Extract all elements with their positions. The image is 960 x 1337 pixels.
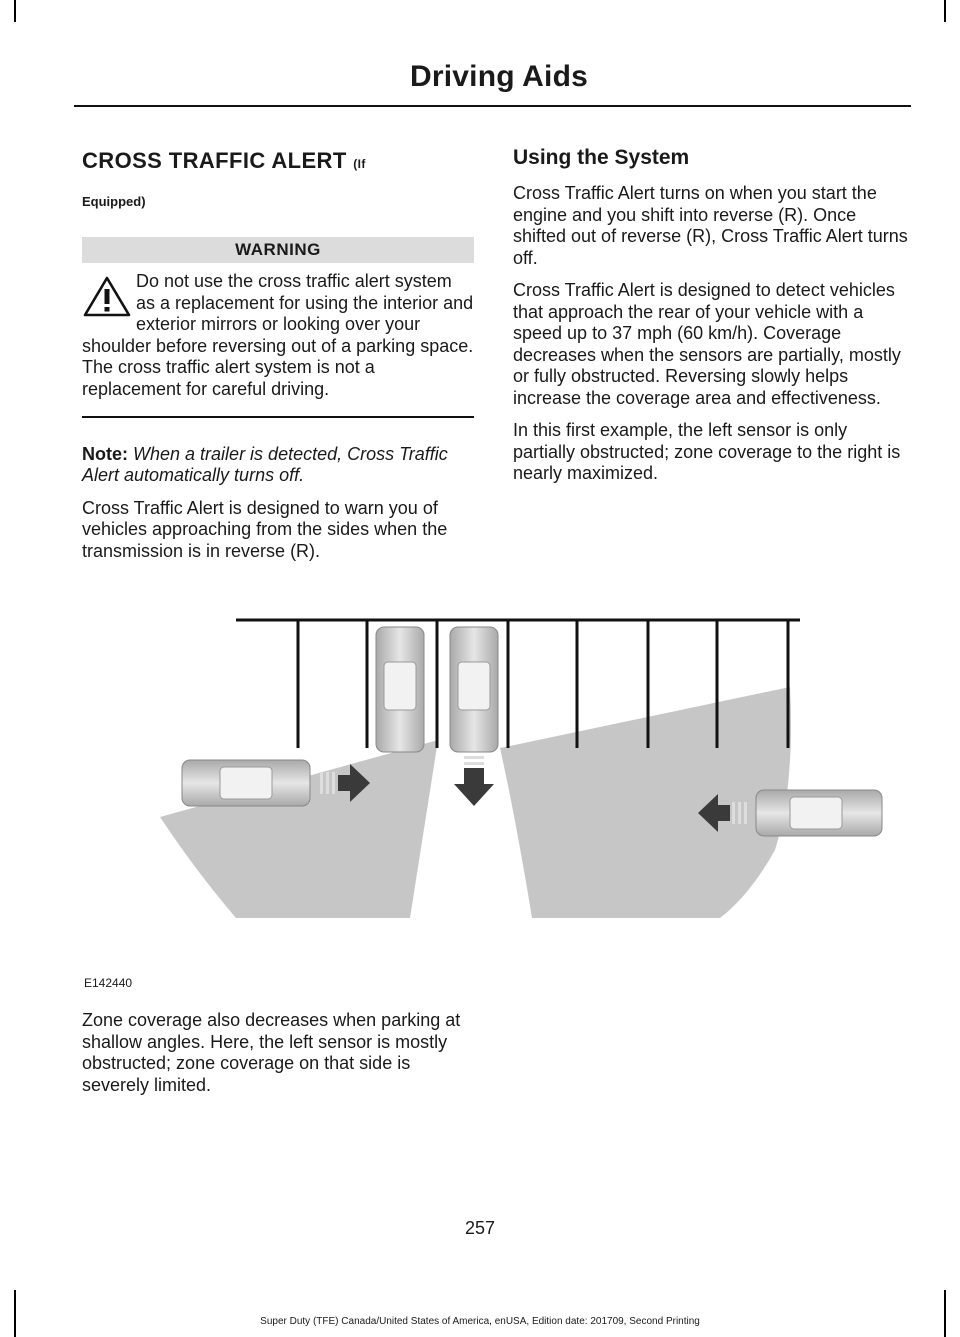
- using-paragraph-3: In this first example, the left sensor is only partially obstructed; zone coverage to the right is nearly maximized.: [513, 420, 901, 483]
- right-detection-zone: [500, 687, 791, 918]
- note-text: When a trailer is detected, Cross Traffic Alert automatically turns off.: [82, 443, 448, 485]
- section-title-suffix: (If: [353, 157, 366, 171]
- section-subtitle: Equipped): [82, 194, 146, 209]
- section-title: [82, 148, 474, 174]
- using-system-heading: Using the System: [513, 146, 690, 169]
- right-column: [513, 140, 909, 485]
- note-label: Note:: [82, 443, 128, 464]
- header-rule: [74, 105, 911, 107]
- warning-block: [82, 271, 474, 400]
- bottom-paragraph: Zone coverage also decreases when parking at shallow angles. Here, the left sensor is mostly obstructed; zone coverage on that side is severely limited.: [82, 1010, 461, 1095]
- left-approaching-car: [182, 760, 310, 806]
- warning-text: Do not use the cross traffic alert system as a replacement for using the interior and exterior mirrors or looking over your shoulder before reversing out of a parking space. The cross traffic alert system is not a replacement for careful driving.: [82, 271, 474, 399]
- parked-car: [376, 627, 424, 752]
- crop-mark: [14, 1290, 16, 1337]
- left-paragraph: Cross Traffic Alert is designed to warn you of vehicles approaching from the sides when the transmission is in reverse (R).: [82, 497, 448, 561]
- crop-mark: [944, 1290, 946, 1337]
- page-footer: Super Duty (TFE) Canada/United States of America, enUSA, Edition date: 201709, Second Printing: [260, 1316, 700, 1327]
- cross-traffic-illustration: [160, 600, 900, 930]
- figure-code: E142440: [84, 976, 133, 990]
- crop-mark: [944, 0, 946, 22]
- left-column: [82, 140, 474, 562]
- note: [82, 444, 474, 487]
- page-header-title: Driving Aids: [410, 60, 588, 93]
- warning-rule: [82, 416, 474, 418]
- using-paragraph-1: Cross Traffic Alert turns on when you start the engine and you shift into reverse (R). Once shifted out of reverse (R), Cross Traffic Alert turns off.: [513, 183, 908, 268]
- reversing-car: [450, 627, 498, 752]
- page-number: 257: [464, 1218, 496, 1238]
- reverse-arrow-icon: [454, 756, 494, 806]
- using-paragraph-2: Cross Traffic Alert is designed to detect vehicles that approach the rear of your vehicle with a speed up to 37 mph (60 km/h). Coverage decreases when the sensors are partially, mostly or fully obstructed. Reversing slowly helps increase the coverage area and effectiveness.: [513, 280, 901, 408]
- warning-triangle-icon: [82, 275, 132, 319]
- warning-label: WARNING: [82, 237, 474, 263]
- section-title-text: CROSS TRAFFIC ALERT: [82, 148, 347, 173]
- right-approaching-car: [756, 790, 882, 836]
- crop-mark: [14, 0, 16, 22]
